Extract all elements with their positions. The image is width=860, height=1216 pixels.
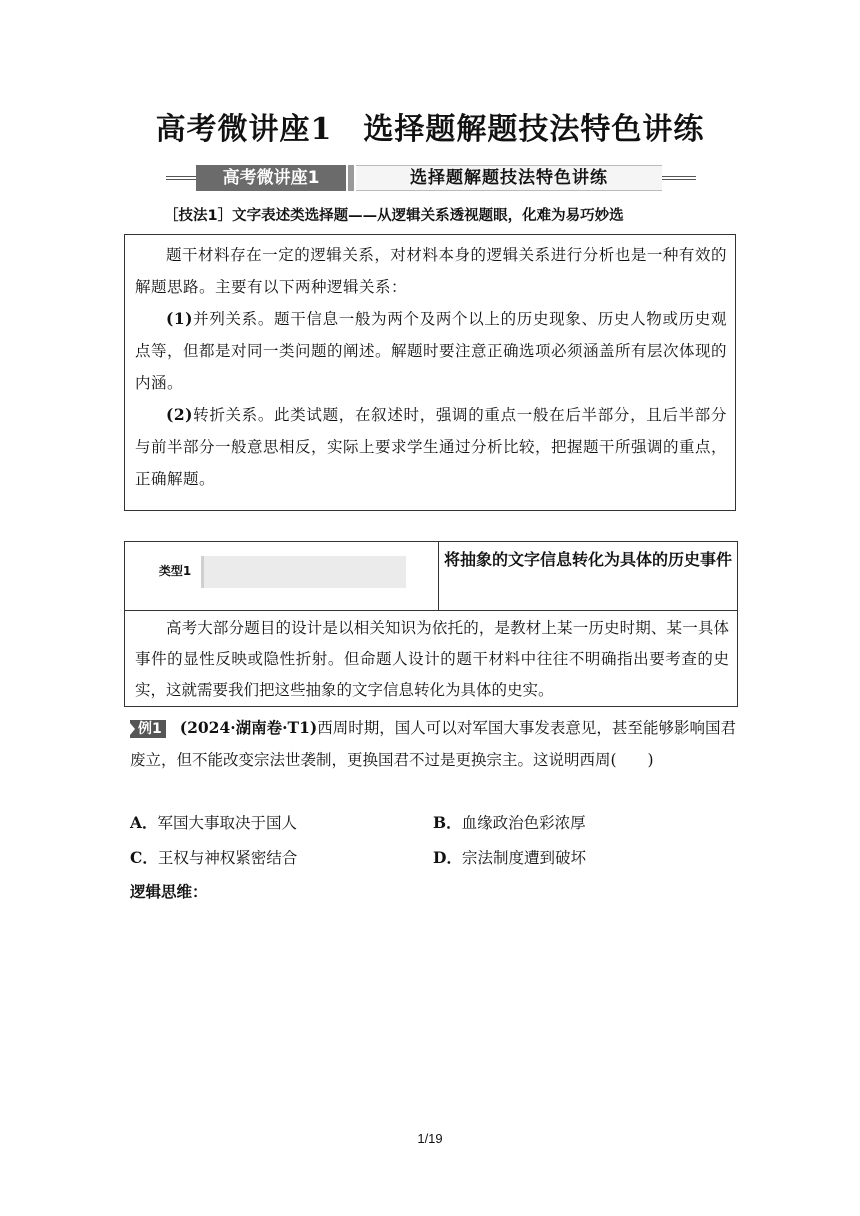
page-number: 1/19 bbox=[417, 1131, 443, 1146]
turning-relation-paragraph bbox=[135, 399, 727, 495]
skill-tag: ［技法1］ bbox=[164, 208, 233, 224]
type1-tag: 类型1 bbox=[158, 564, 192, 578]
type1-header-row bbox=[125, 542, 737, 611]
example-source: (2024·湖南卷·T1) bbox=[179, 718, 318, 737]
option-text: 宗法制度遭到破坏 bbox=[461, 849, 586, 867]
banner-rule-left bbox=[166, 176, 196, 180]
banner-rule-right bbox=[662, 176, 696, 180]
parallel-relation-paragraph bbox=[135, 303, 727, 399]
option-key: D． bbox=[433, 848, 462, 867]
banner-label: 高考微讲座1 bbox=[196, 165, 346, 191]
type1-tag-cell bbox=[125, 542, 439, 610]
skill-text: 文字表述类选择题——从逻辑关系透视题眼，化难为易巧妙选 bbox=[232, 207, 624, 224]
skill-heading bbox=[164, 204, 624, 225]
type1-paragraph: 高考大部分题目的设计是以相关知识为依托的，是教材上某一历史时期、某一具体事件的显性反映或隐性折射。但命题人设计的题干材料中往往不明确指出要考查的史实，这就需要我们把这些抽象的文字信息转化为具体的史实。 bbox=[135, 619, 729, 699]
option-text: 王权与神权紧密结合 bbox=[157, 849, 298, 867]
option-key: B． bbox=[433, 813, 462, 832]
item-number: (1) bbox=[166, 309, 193, 328]
type1-body bbox=[125, 611, 737, 706]
option-d[interactable] bbox=[433, 846, 586, 868]
option-key: A． bbox=[130, 813, 158, 832]
intro-box bbox=[124, 234, 736, 511]
item-number: (2) bbox=[166, 405, 193, 424]
type1-bar bbox=[201, 556, 406, 588]
option-key: C． bbox=[130, 848, 158, 867]
banner-divider bbox=[348, 165, 354, 191]
example-question bbox=[130, 712, 736, 776]
option-text: 血缘政治色彩浓厚 bbox=[461, 814, 586, 832]
type1-title: 将抽象的文字信息转化为具体的历史事件 bbox=[443, 550, 732, 569]
turning-relation-text: 转折关系。此类试题，在叙述时，强调的重点一般在后半部分，且后半部分与前半部分一般意思相反，实际上要求学生通过分析比较，把握题干所强调的重点，正确解题。 bbox=[135, 406, 728, 488]
logic-label: 逻辑思维： bbox=[130, 883, 208, 901]
parallel-relation-text: 并列关系。题干信息一般为两个及两个以上的历史现象、历史人物或历史观点等，但都是对同一类问题的阐述。解题时要注意正确选项必须涵盖所有层次体现的内涵。 bbox=[135, 310, 728, 392]
option-c[interactable] bbox=[130, 846, 297, 868]
example-tag: 例1 bbox=[130, 720, 166, 738]
intro-paragraph: 题干材料存在一定的逻辑关系，对材料本身的逻辑关系进行分析也是一种有效的解题思路。主要有以下两种逻辑关系： bbox=[135, 246, 727, 296]
page-title: 高考微讲座1 选择题解题技法特色讲练 bbox=[155, 112, 705, 147]
banner-subtitle: 选择题解题技法特色讲练 bbox=[356, 165, 662, 191]
option-b[interactable] bbox=[433, 811, 586, 833]
type1-box bbox=[124, 541, 738, 707]
example-stem: 西周时期，国人可以对军国大事发表意见，甚至能够影响国君废立，但不能改变宗法世袭制，更换国君不过是更换宗主。这说明西周( ) bbox=[130, 719, 736, 769]
option-a[interactable] bbox=[130, 811, 297, 833]
section-banner bbox=[166, 163, 696, 193]
option-text: 军国大事取决于国人 bbox=[157, 814, 298, 832]
